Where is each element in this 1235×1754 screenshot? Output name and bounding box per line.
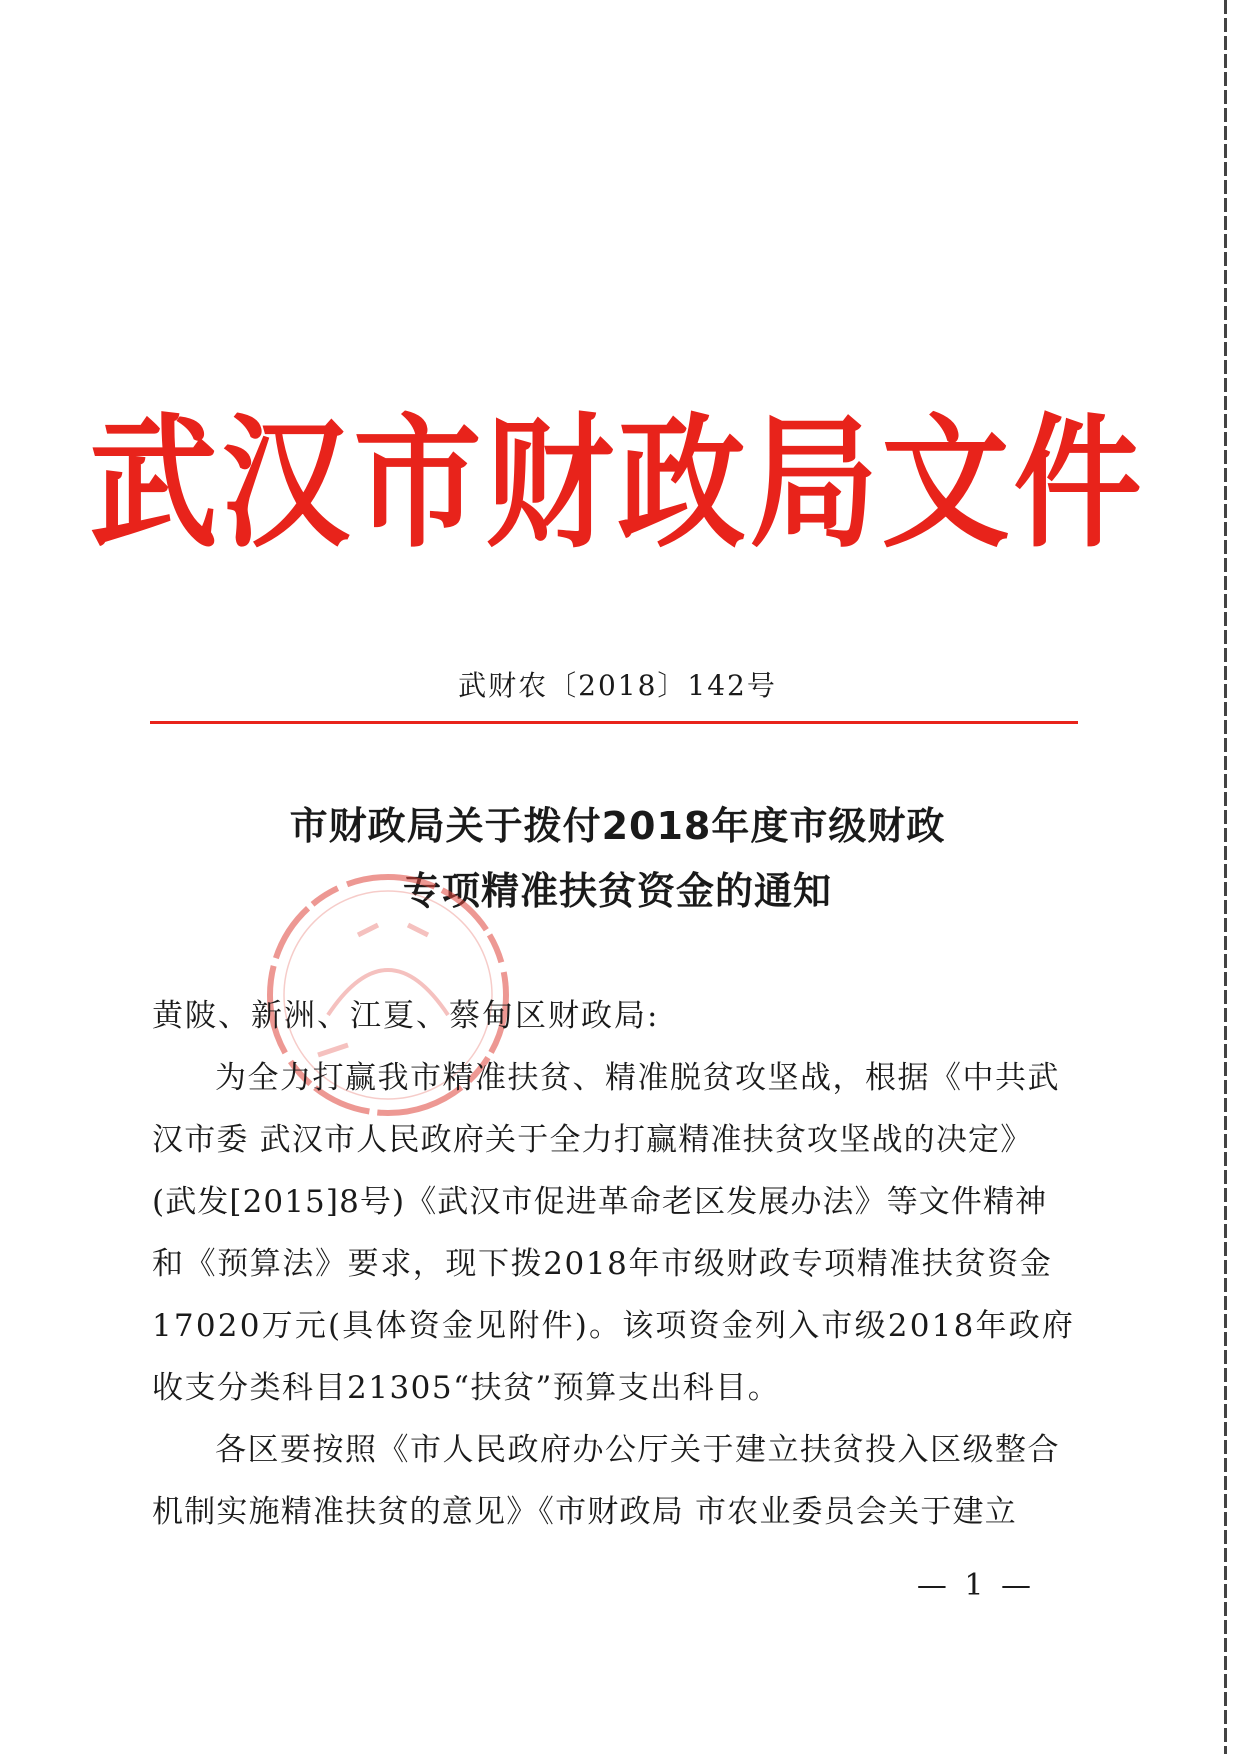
masthead-title: 武汉市财政局文件 — [89, 401, 1146, 568]
notice-title-line-1: 市财政局关于拨付2018年度市级财政 — [289, 804, 946, 848]
body-line-5: 17020万元(具体资金见附件)。该项资金列入市级2018年政府 — [152, 1308, 1076, 1344]
document-number: 武财农〔2018〕142号 — [458, 669, 777, 702]
body-line-8: 机制实施精准扶贫的意见》《市财政局 市农业委员会关于建立 — [152, 1494, 1017, 1530]
body-line-3: (武发[2015]8号)《武汉市促进革命老区发展办法》等文件精神 — [152, 1184, 1048, 1220]
body-line-1: 为全力打赢我市精准扶贫、精准脱贫攻坚战，根据《中共武 — [215, 1060, 1060, 1096]
body-line-7: 各区要按照《市人民政府办公厅关于建立扶贫投入区级整合 — [215, 1432, 1060, 1468]
salutation: 黄陂、新洲、江夏、蔡甸区财政局: — [152, 998, 660, 1034]
red-divider-line — [150, 721, 1078, 724]
body-line-6: 收支分类科目21305“扶贫”预算支出科目。 — [152, 1370, 781, 1406]
body-line-2: 汉市委 武汉市人民政府关于全力打赢精准扶贫攻坚战的决定》 — [152, 1122, 1033, 1158]
notice-title-line-2: 专项精准扶贫资金的通知 — [402, 869, 832, 913]
body-line-4: 和《预算法》要求，现下拨2018年市级财政专项精准扶贫资金 — [152, 1246, 1053, 1282]
page-number: — 1 — — [916, 1568, 1035, 1603]
